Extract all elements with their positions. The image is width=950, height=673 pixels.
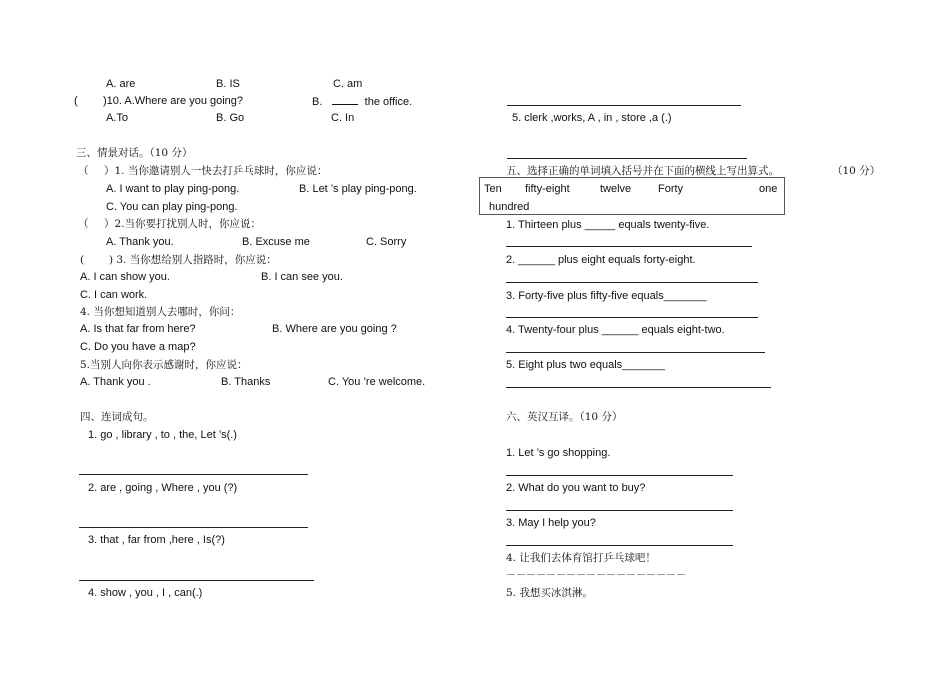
s5-item-2: 2. ______ plus eight equals forty-eight. (506, 254, 696, 266)
s3-q4-text: 4. 当你想知道别人去哪时，你问： (80, 306, 241, 318)
answer-line (506, 317, 758, 318)
word-bank-word: Ten (484, 183, 502, 195)
answer-line (506, 475, 733, 476)
s5-item-1: 1. Thirteen plus _____ equals twenty-five. (506, 219, 710, 231)
answer-line (506, 246, 752, 247)
answer-blank (332, 94, 358, 105)
s5-item-5: 5. Eight plus two equals_______ (506, 359, 666, 371)
s3-q3-paren: ( (80, 254, 85, 266)
q10-option-b (312, 94, 412, 109)
s3-q2-a: A. Thank you. (106, 236, 174, 248)
s3-q1-c: C. You can play ping-pong. (106, 201, 238, 213)
word-bank-word: hundred (489, 201, 530, 213)
section4-title: 四、连词成句。 (80, 411, 154, 423)
s3-q2-b: B. Excuse me (242, 236, 310, 248)
answer-line (506, 352, 765, 353)
answer-line (506, 387, 771, 388)
s6-item-3: 3. May I help you? (506, 517, 596, 529)
s6-item-1: 1. Let ’s go shopping. (506, 447, 611, 459)
q9-option-c: C. am (333, 78, 363, 90)
word-bank-word: one (759, 183, 778, 195)
s3-q2-text: ）2.当你要打扰别人时，你应说： (104, 218, 262, 230)
q10-option-a: A.To (106, 112, 129, 124)
s3-q2-paren: （ (78, 218, 89, 230)
s6-item-4: 4. 让我们去体育馆打乒乓球吧！ (506, 552, 656, 564)
q10-question: )10. A.Where are you going? (103, 95, 244, 107)
section5-score: （10 分） (832, 165, 881, 177)
s4-item-4: 4. show , you , I , can(.) (88, 587, 203, 599)
s3-q4-b: B. Where are you going ? (272, 323, 397, 335)
q9-option-b: B. IS (216, 78, 240, 90)
dashed-answer-line: －－－－－－－－－－－－－－－－－－ (506, 570, 686, 581)
q10-paren: ( (74, 95, 78, 107)
answer-line (79, 527, 308, 528)
s3-q3-a: A. I can show you. (80, 271, 170, 283)
s4-item-3: 3. that , far from ,here , Is(?) (88, 534, 225, 546)
s3-q4-c: C. Do you have a map? (80, 341, 196, 353)
s3-q1-b: B. Let ’s play ping-pong. (299, 183, 417, 195)
s3-q5-c: C. You ’re welcome. (328, 376, 426, 388)
word-bank-word: Forty (658, 183, 684, 195)
answer-line (507, 158, 747, 159)
answer-line (506, 282, 758, 283)
s4-item-1: 1. go , library , to , the, Let ’s(.) (88, 429, 237, 441)
q10-option-c: C. In (331, 112, 355, 124)
q9-option-a: A. are (106, 78, 136, 90)
q10-b-label: B. (312, 96, 323, 108)
answer-line (506, 510, 733, 511)
answer-line (506, 545, 733, 546)
s3-q3-c: C. I can work. (80, 289, 148, 301)
s3-q1-a: A. I want to play ping-pong. (106, 183, 240, 195)
answer-line (507, 105, 741, 106)
s3-q5-text: 5.当别人向你表示感谢时，你应说： (80, 359, 248, 371)
s3-q3-text: ) 3. 当你想给别人指路时，你应说： (109, 254, 277, 266)
s3-q2-c: C. Sorry (366, 236, 407, 248)
answer-line (79, 474, 308, 475)
word-bank-word: fifty-eight (525, 183, 570, 195)
s3-q3-b: B. I can see you. (261, 271, 343, 283)
s6-item-2: 2. What do you want to buy? (506, 482, 646, 494)
s5-item-3: 3. Forty-five plus fifty-five equals_______ (506, 290, 707, 302)
s3-q4-a: A. Is that far from here? (80, 323, 196, 335)
s3-q1-text: ）1. 当你邀请别人一快去打乒乓球时，你应说： (104, 165, 328, 177)
word-bank-word: twelve (600, 183, 632, 195)
answer-line (79, 580, 314, 581)
section6-title: 六、英汉互译。（10 分） (506, 411, 623, 423)
q10-b-rest: the office. (364, 96, 413, 108)
s3-q5-a: A. Thank you . (80, 376, 151, 388)
s3-q1-paren: （ (78, 165, 89, 177)
s6-item-5: 5. 我想买冰淇淋。 (506, 587, 593, 599)
s3-q5-b: B. Thanks (221, 376, 271, 388)
q10-option-b2: B. Go (216, 112, 245, 124)
s4-item-2: 2. are , going , Where , you (?) (88, 482, 238, 494)
section3-title: 三、情景对话。（10 分） (76, 147, 193, 159)
s5-item-4: 4. Twenty-four plus ______ equals eight-two. (506, 324, 725, 336)
s4-item-5: 5. clerk ,works, A , in , store ,a (.) (512, 112, 672, 124)
section5-title: 五、选择正确的单词填入括号并在下面的横线上写出算式。 (506, 165, 779, 177)
